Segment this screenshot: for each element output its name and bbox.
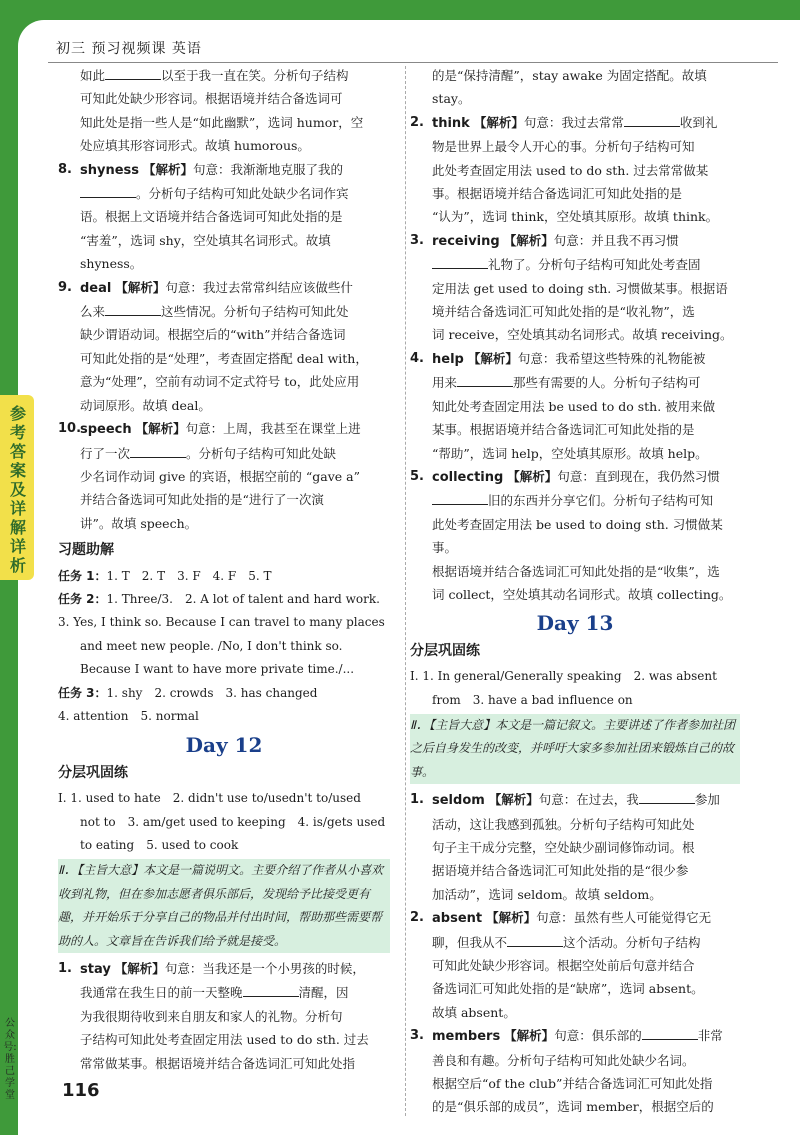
text-span: 非常 <box>697 1028 723 1044</box>
answer-item-4 <box>410 347 740 465</box>
text-span: 句意：并且我不再习惯 <box>553 232 679 248</box>
answer-blank <box>639 791 695 804</box>
answer-word: receiving <box>432 233 500 249</box>
section-heading: 分层巩固练 <box>410 642 480 659</box>
text-span: 可知此处指的是“处理”，考查固定搭配 deal with， <box>80 350 368 366</box>
text-span: 动词原形。故填 deal。 <box>80 397 211 413</box>
text-line: 知此处是指一些人是“如此幽默”，选词 humor，空 <box>80 114 364 130</box>
day-heading: Day 13 <box>536 611 614 636</box>
text-span: 1. Three/3. 2. A lot of talent and hard work. <box>106 591 380 606</box>
text-span: 备选词汇可知此处指的是“缺席”，选词 absent。 <box>432 981 704 997</box>
text-span: 句子主干成分完整，空处缺少副词修饰动词。根 <box>432 840 695 855</box>
text-span <box>432 347 740 371</box>
answer-line: not to 3. am/get used to keeping 4. is/gets used <box>80 814 386 829</box>
page-header: 初三 预习视频课 英语 <box>56 41 202 57</box>
text-span: 以至于我一直在笑。分析句子结构 <box>161 68 349 83</box>
answer-item-8 <box>58 158 390 276</box>
text-span: 句意：当我还是一个小男孩的时候， <box>164 961 365 977</box>
item-number: 3. <box>410 232 424 248</box>
left-column <box>58 64 390 1075</box>
text-span <box>80 300 390 323</box>
text-span <box>432 111 740 135</box>
text-span: 的是“俱乐部的成员”，选词 member，根据空后的 <box>432 1099 714 1115</box>
text-span: 参加 <box>694 792 720 808</box>
analysis-tag: 【解析】 <box>503 232 554 248</box>
text-span: 1. shy 2. crowds 3. has changed <box>106 685 318 700</box>
text-span <box>80 182 390 205</box>
text-span <box>432 253 740 276</box>
answer-blank <box>432 492 488 505</box>
day-heading: Day 12 <box>185 733 263 758</box>
text-span: “认为”，选词 think，空处填其原形。故填 think。 <box>432 209 719 225</box>
analysis-tag: 【解析】 <box>114 961 165 977</box>
text-span: 词 receive，空处填其动名词形式。故填 receiving。 <box>432 327 733 343</box>
text-span: 善良和有趣。分析句子结构可知此处缺少名词。 <box>432 1052 695 1068</box>
text-line: 可知此处缺少形容词。根据语境并结合备选词可 <box>80 91 343 107</box>
answer-blank <box>642 1027 698 1040</box>
text-span: 此处考查固定用法 be used to doing sth. 习惯做某事。 <box>432 516 723 556</box>
text-span: 这些情况。分析句子结构可知此处 <box>161 304 349 320</box>
answer-blank <box>80 185 136 198</box>
text-span <box>432 906 740 930</box>
text-span: 句意：我希望这些特殊的礼物能被 <box>517 350 706 366</box>
analysis-tag: 【解析】 <box>488 792 539 808</box>
item-number: 2. <box>410 114 424 130</box>
right-column <box>410 64 740 1119</box>
text-span <box>432 1024 740 1048</box>
analysis-tag: 【解析】 <box>115 279 166 295</box>
text-span: 任务 1： <box>58 568 107 583</box>
answer-item-2 <box>410 906 740 1024</box>
summary-box: Ⅱ.【主旨大意】本文是一篇说明文。主要介绍了作者从小喜欢收到礼物，但在参加志愿者俱乐部后，发现给予比接受更有趣，并开始乐于分享自己的物品并付出时间，帮助那些需要帮助的人。文章旨在告诉我们给予就是接受。 <box>58 859 390 953</box>
task-line <box>58 565 390 588</box>
text-span: 收到礼 <box>679 114 718 130</box>
answer-word: members <box>432 1029 501 1045</box>
text-span: 句意：在过去，我 <box>538 792 639 808</box>
text-span <box>80 957 390 981</box>
text-span: 语。根据上文语境并结合备选词可知此处指的是 <box>80 209 343 225</box>
text-span: 任务 2： <box>58 591 107 606</box>
task-line: and meet new people. /No, I don't think so. <box>80 638 343 653</box>
answer-word: collecting <box>432 469 504 485</box>
answer-word: help <box>432 351 464 367</box>
item-number: 10. <box>58 421 82 437</box>
task-line: 4. attention 5. normal <box>58 708 199 723</box>
answer-blank <box>105 303 161 316</box>
answer-word: speech <box>80 422 132 438</box>
text-span: 聊，但我从不 <box>432 934 508 950</box>
text-span <box>80 417 390 441</box>
text-span: 活动，这让我感到孤独。分析句子结构可知此处 <box>432 816 695 832</box>
answer-word: deal <box>80 280 112 296</box>
text-span: 1. T 2. T 3. F 4. F 5. T <box>106 568 272 583</box>
text-line <box>58 64 390 87</box>
analysis-tag: 【解析】 <box>135 421 186 437</box>
text-span <box>432 465 740 489</box>
analysis-tag: 【解析】 <box>473 114 524 130</box>
text-span: 句意：我过去常常 <box>523 114 624 130</box>
text-span: 并结合备选词可知此处指的是“进行了一次演 <box>80 492 324 508</box>
task-line: Because I want to have more private time./... <box>80 662 355 677</box>
answer-blank <box>432 256 488 269</box>
text-span: 清醒，因 <box>298 985 349 1001</box>
text-span: 可知此处缺少形容词。根据空处前后句意并结合 <box>432 958 695 974</box>
text-span: 境并结合备选词汇可知此处指的是“收礼物”，选 <box>432 304 695 320</box>
text-span: 行了一次 <box>80 445 131 461</box>
text-span: 故填 absent。 <box>432 1004 516 1020</box>
text-span: 任务 3： <box>58 685 107 700</box>
text-span <box>432 489 740 512</box>
answer-blank <box>243 984 299 997</box>
text-span: “害羞”，选词 shy，空处填其名词形式。故填 shyness。 <box>80 232 331 272</box>
text-line: 的是“保持清醒”，stay awake 为固定搭配。故填 stay。 <box>432 68 707 107</box>
analysis-tag: 【解析】 <box>504 1028 555 1044</box>
text-span: 某事。根据语境并结合备选词汇可知此处指的是 <box>432 422 695 438</box>
text-span <box>432 931 740 954</box>
answer-line: Ⅰ. 1. In general/Generally speaking 2. was absent <box>410 669 717 684</box>
analysis-tag: 【解析】 <box>467 350 518 366</box>
summary-box: Ⅱ.【主旨大意】本文是一篇记叙文。主要讲述了作者参加社团之后自身发生的改变，并呼吁大家多参加社团来锻炼自己的故事。 <box>410 714 740 784</box>
text-span: 如此 <box>80 68 106 83</box>
text-span <box>432 371 740 394</box>
column-divider <box>405 66 406 1116</box>
item-number: 3. <box>410 1028 424 1044</box>
section-heading: 习题助解 <box>58 542 114 559</box>
answer-item-3 <box>410 1024 740 1119</box>
task-line <box>58 588 390 611</box>
text-span: 那些有需要的人。分析句子结构可 <box>513 375 701 391</box>
text-span: 讲”。故填 speech。 <box>80 515 198 531</box>
text-span: “帮助”，选词 help，空处填其原形。故填 help。 <box>432 445 708 461</box>
text-span: 句意：我渐渐地克服了我的 <box>193 161 344 177</box>
text-span: 。分析句子结构可知此处缺 <box>186 445 337 461</box>
answer-blank <box>507 934 563 947</box>
item-number: 1. <box>410 792 424 808</box>
text-span: 知此处考查固定用法 be used to do sth. 被用来做 <box>432 398 716 414</box>
answer-line: to eating 5. used to cook <box>80 838 239 852</box>
answer-word: absent <box>432 911 483 927</box>
text-span: 物是世界上最令人开心的事。分析句子结构可知 <box>432 139 695 155</box>
answer-blank <box>457 374 513 387</box>
text-span: 定用法 get used to doing sth. 习惯做某事。根据语 <box>432 280 728 296</box>
item-number: 4. <box>410 350 424 366</box>
answer-item-3 <box>410 229 740 347</box>
answer-word: shyness <box>80 162 140 178</box>
item-number: 2. <box>410 910 424 926</box>
text-span: 用来 <box>432 375 458 391</box>
analysis-tag: 【解析】 <box>486 910 537 926</box>
text-span: 么来 <box>80 304 106 320</box>
answer-line: Ⅰ. 1. used to hate 2. didn't use to/usedn't to/used <box>58 791 361 806</box>
text-span: 意为“处理”，空前有动词不定式符号 to，此处应用 <box>80 374 360 390</box>
answer-item-1 <box>58 957 390 1075</box>
text-span: 缺少谓语动词。根据空后的“with”并结合备选词 <box>80 327 346 343</box>
text-span: 少名词作动词 give 的宾语，根据空前的 “gave a” <box>80 468 360 484</box>
side-tab-label: 参考答案及详解详析 <box>9 404 26 575</box>
answer-blank <box>624 114 680 127</box>
text-span: 此处考查固定用法 used to do sth. 过去常常做某 <box>432 162 709 178</box>
text-span: 子结构可知此处考查固定用法 used to do sth. 过去 <box>80 1032 369 1048</box>
text-span <box>80 442 390 465</box>
text-span: 常常做某事。根据语境并结合备选词汇可知此处指 <box>80 1055 356 1071</box>
text-span <box>432 788 740 812</box>
text-span <box>432 229 740 253</box>
text-span: 词 collect，空处填其动名词形式。故填 collecting。 <box>432 586 732 602</box>
vertical-note: 公众号:胜己学堂 <box>3 1018 17 1101</box>
text-span: 据语境并结合备选词汇可知此处指的是“很少参 <box>432 863 689 879</box>
answer-item-1 <box>410 788 740 906</box>
task-line: 3. Yes, I think so. Because I can travel to many places <box>58 615 385 630</box>
text-span: 句意：我过去常常纠结应该做些什 <box>165 279 353 295</box>
answer-blank <box>105 67 161 80</box>
answer-word: seldom <box>432 793 485 809</box>
item-number: 9. <box>58 279 72 295</box>
analysis-tag: 【解析】 <box>143 161 194 177</box>
text-span <box>80 158 390 182</box>
answer-blank <box>130 445 186 458</box>
text-span: 句意：上周，我甚至在课堂上进 <box>185 421 361 437</box>
text-span: 事。根据语境并结合备选词汇可知此处指的是 <box>432 186 683 202</box>
answer-item-9 <box>58 276 390 417</box>
text-span: 我通常在我生日的前一天整晚 <box>80 985 243 1001</box>
text-span: 这个活动。分析句子结构 <box>563 934 701 950</box>
item-number: 8. <box>58 161 72 177</box>
task-line <box>58 682 390 705</box>
item-number: 5. <box>410 468 424 484</box>
item-number: 1. <box>58 961 72 977</box>
text-span <box>80 981 390 1004</box>
header-divider <box>48 62 778 63</box>
text-line: 处应填其形容词形式。故填 humorous。 <box>80 138 310 154</box>
answer-line: from 3. have a bad influence on <box>432 692 633 707</box>
text-span: 。分析句子结构可知此处缺少名词作宾 <box>136 186 349 202</box>
text-span: 旧的东西并分享它们。分析句子结构可知 <box>488 493 714 509</box>
text-span: 句意：虽然有些人可能觉得它无 <box>536 910 712 926</box>
answer-word: think <box>432 115 470 131</box>
text-span: 为我很期待收到来自朋友和家人的礼物。分析句 <box>80 1008 343 1024</box>
answer-word: stay <box>80 962 111 978</box>
text-span: 句意：俱乐部的 <box>554 1028 642 1044</box>
answer-item-10 <box>58 417 390 535</box>
text-span: 句意：直到现在，我仍然习惯 <box>557 468 720 484</box>
page-number: 116 <box>62 1080 100 1101</box>
text-span: 根据空后“of the club”并结合备选词汇可知此处指 <box>432 1076 713 1092</box>
analysis-tag: 【解析】 <box>507 468 558 484</box>
text-span: 加活动”，选词 seldom。故填 seldom。 <box>432 886 662 902</box>
answer-item-5 <box>410 465 740 606</box>
answer-item-2 <box>410 111 740 229</box>
section-heading: 分层巩固练 <box>58 764 128 781</box>
text-span: 礼物了。分析句子结构可知此处考查固 <box>488 257 701 273</box>
text-span <box>80 276 390 300</box>
text-span: 根据语境并结合备选词汇可知此处指的是“收集”，选 <box>432 563 720 579</box>
